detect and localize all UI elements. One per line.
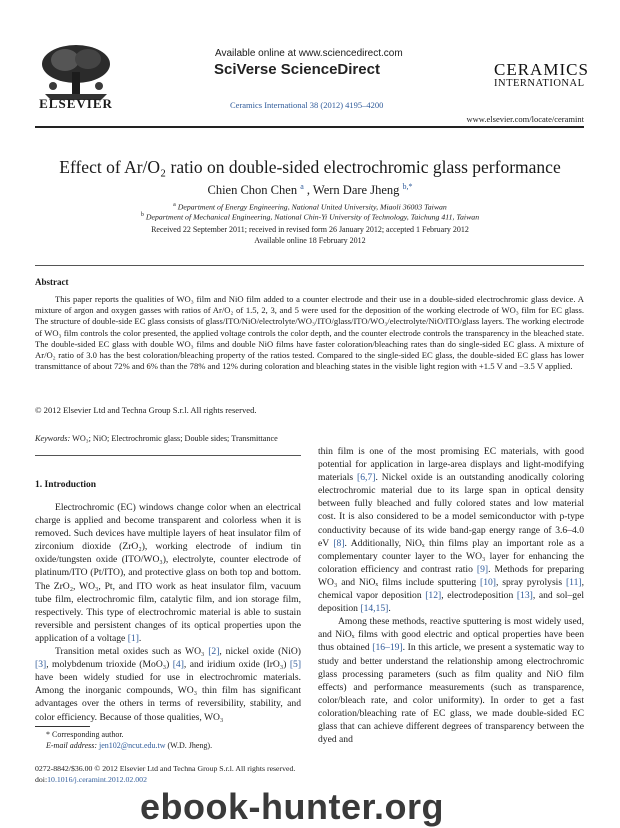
elsevier-tree-logo bbox=[35, 42, 117, 104]
reference-link[interactable]: [12] bbox=[425, 590, 442, 602]
reference-link[interactable]: [11] bbox=[565, 576, 582, 588]
paragraph-text: . Methods for preparing WO₃ and NiOₓ films include sputtering bbox=[318, 563, 584, 588]
reference-link[interactable]: [2] bbox=[208, 646, 220, 658]
author-separator: , bbox=[306, 183, 313, 198]
paragraph-text: Among these methods, reactive sputtering is most widely used, and NiOₓ films with good electric and optical properties have been thus obtained bbox=[318, 616, 584, 654]
reference-link[interactable]: [16–19] bbox=[372, 642, 403, 654]
paragraph-text: Electrochromic (EC) windows change color when an electrical charge is applied and become transparent and colorless when it is removed. Such devices have multiple layers of heat insulator film of zirconium dioxide (ZrO₂), working electrode of indium tin oxide/tungsten oxide (ITO/WO₃), electrolyte, counter electrode of platinum/ITO (Pt/ITO), and protective glass on both top and bottom. The ZrO₂, WO₃, Pt, and ITO work as heat insulator film, vacuum tube film, electrochromic film, catalytic film, and ion storage film, respectively. This type of electrochromic material is able to sustain reversible and persistent changes of its optical properties upon the application of a voltage bbox=[35, 502, 301, 644]
paragraph bbox=[35, 645, 301, 724]
publisher-name: ELSEVIER bbox=[39, 96, 113, 111]
journal-logo-line1: CERAMICS bbox=[494, 60, 589, 79]
abstract-top-divider bbox=[35, 265, 584, 266]
email-suffix: (W.D. Jheng). bbox=[165, 741, 213, 750]
footnote-mark: * bbox=[46, 730, 50, 739]
reference-link[interactable]: [9] bbox=[476, 563, 489, 575]
watermark-text: ebook-hunter.org bbox=[140, 786, 444, 827]
affiliation-mark-link[interactable]: b,* bbox=[402, 182, 413, 191]
reference-link[interactable]: [4] bbox=[172, 659, 184, 671]
doi-line bbox=[35, 775, 147, 784]
abstract-bottom-divider bbox=[35, 455, 301, 456]
paragraph-text: . bbox=[388, 603, 391, 615]
section-heading: 1. Introduction bbox=[35, 480, 97, 490]
email-label: E-mail address: bbox=[46, 741, 98, 750]
journal-logo-line2: INTERNATIONAL bbox=[494, 78, 585, 89]
author-list bbox=[0, 182, 620, 198]
platform-name: SciVerse ScienceDirect bbox=[214, 61, 380, 78]
paragraph-text: thin film is one of the most promising EC materials, with good potential for application in large-area displays and light-modifying materials bbox=[318, 446, 584, 484]
affiliation-text: Department of Energy Engineering, National United University, Miaoli 36003 Taiwan bbox=[177, 202, 447, 212]
paragraph-text: , electrodeposition bbox=[441, 590, 517, 602]
abstract-copyright: © 2012 Elsevier Ltd and Techna Group S.r.l. All rights reserved. bbox=[35, 405, 257, 415]
reference-link[interactable]: [3] bbox=[35, 659, 47, 671]
paragraph-text: . Additionally, NiOₓ thin films play an important role as a complementary counter layer to the WO₃ layer for enhancing the coloration efficiency and contrast ratio bbox=[318, 537, 584, 575]
paragraph bbox=[35, 501, 301, 645]
reference-link[interactable]: [6,7] bbox=[357, 472, 376, 484]
journal-url-link[interactable]: www.elsevier.com/locate/ceramint bbox=[466, 114, 584, 124]
author-name: Chien Chon Chen bbox=[207, 183, 298, 198]
body-column-left bbox=[35, 501, 301, 724]
paragraph-text: , molybdenum trioxide (MoO₃) bbox=[46, 659, 173, 671]
affiliation-mark-link[interactable]: a bbox=[300, 182, 304, 191]
reference-link[interactable]: [5] bbox=[289, 659, 302, 671]
reference-link[interactable]: [8] bbox=[333, 537, 345, 549]
doi-label: doi: bbox=[35, 775, 48, 784]
abstract-body: This paper reports the qualities of WO₃ film and NiO film added to a counter electrode and their use in a double-sided electrochromic glass device. A mixture of argon and oxygen gasses with ratios of Ar/O₂ of 1.5, 2, 3, and 5 were used for the deposition of the working electrode of WO₃ film for EC glass. The structure of double-side EC glass consists of glass/ITO/NiO/electrolyte/WO₃/ITO/glass/ITO/WO₃/electrolyte/NiO/ITO/glass layers. The working electrode of WO₃ film controls the color presented, the applied voltage controls the color depth, and the counter electrode controls the transparency in the bleached state. The double-sided EC glass with double WO₃ films and double NiO films have faster coloration/bleaching rates than do single-sided EC glass. A mixture of Ar/O₂ ratio of 3.0 has the best coloration/bleaching property of the ratios tested. Compared to the single-sided EC glass, the double-sided EC glass has lower transmittance of about 72% and 6% than the 78% and 12% during coloration and bleaching states in the visible light region with +1.5 V and −3.5 V applied. bbox=[35, 294, 584, 372]
paragraph-text: , and iridium oxide (IrO₃) bbox=[183, 659, 290, 671]
footnote-divider bbox=[35, 726, 90, 727]
journal-citation-link[interactable]: Ceramics International 38 (2012) 4195–4200 bbox=[230, 100, 384, 110]
affiliation-mark: a bbox=[173, 202, 176, 208]
paragraph-text: . In this article, we present a systematic way to study and better understand the relationship among electrochromic glass processing parameters (such as film quality and NiO film effects) and performance measurements (such as transparence, color/bleach rate, and color uniformity). In order to get a fast coloration/bleaching rate of EC glass, we made double-sided EC glass that can achieve different degrees of transparency between the dyed and bbox=[318, 642, 584, 746]
author-name: Wern Dare Jheng bbox=[312, 183, 400, 198]
available-online-link[interactable]: Available online at www.sciencedirect.com bbox=[215, 48, 403, 59]
corresponding-author-note bbox=[46, 730, 124, 739]
journal-header bbox=[0, 0, 620, 128]
reference-link[interactable]: [14,15] bbox=[360, 603, 389, 615]
affiliation-line bbox=[0, 212, 620, 222]
article-title: Effect of Ar/O₂ ratio on double-sided electrochromic glass performance bbox=[59, 157, 561, 177]
affiliation-text: Department of Mechanical Engineering, National Chin-Yi University of Technology, Taichung 411, Taiwan bbox=[145, 212, 480, 222]
header-divider bbox=[35, 126, 584, 128]
keywords-label: Keywords: bbox=[35, 434, 71, 443]
affiliation-mark: b bbox=[140, 212, 144, 218]
journal-logo bbox=[494, 60, 589, 90]
paragraph-text: , spray pyrolysis bbox=[495, 576, 566, 588]
footnote-text: Corresponding author. bbox=[50, 730, 124, 739]
doi-link[interactable]: 10.1016/j.ceramint.2012.02.002 bbox=[47, 775, 147, 784]
paragraph bbox=[318, 615, 584, 746]
keywords-line bbox=[35, 434, 278, 443]
email-link[interactable]: jen102@ncut.edu.tw bbox=[99, 741, 166, 750]
reference-link[interactable]: [1] bbox=[127, 632, 139, 644]
reference-link[interactable]: [13] bbox=[516, 590, 533, 602]
keywords-text: WO₃; NiO; Electrochromic glass; Double sides; Transmittance bbox=[70, 434, 278, 443]
reference-link[interactable]: [10] bbox=[480, 576, 496, 588]
body-column-right bbox=[318, 445, 584, 746]
received-dates: Received 22 September 2011; received in revised form 26 January 2012; accepted 1 February 2012 bbox=[151, 225, 469, 234]
email-note bbox=[46, 741, 212, 750]
paragraph-text: have been widely studied for use in electrochromic materials. Among the inorganic compounds, WO₃ thin film has significant advantages over the others in terms of reversibility, stability, and color efficiency. Because of those qualities, WO₃ bbox=[35, 672, 301, 723]
abstract-heading: Abstract bbox=[35, 277, 69, 287]
paragraph bbox=[318, 445, 584, 615]
paragraph-text: , and sol–gel deposition bbox=[318, 590, 584, 615]
paragraph-text: . Nickel oxide is an outstanding anodically coloring electrochromic material due to its large span in optical density between fully bleached and fully colored states and low material cost. It is also considered to be a model semiconductor with p-type conductivity because of its wide band-gap energy range of 3.6–4.0 eV bbox=[318, 472, 585, 549]
paragraph-text: , nickel oxide (NiO) bbox=[219, 646, 302, 658]
issn-line: 0272-8842/$36.00 © 2012 Elsevier Ltd and Techna Group S.r.l. All rights reserved. bbox=[35, 764, 296, 773]
paragraph-text: Transition metal oxides such as WO₃ bbox=[55, 646, 209, 658]
affiliation-line bbox=[0, 202, 620, 212]
paragraph-text: , chemical vapor deposition bbox=[318, 576, 584, 602]
available-date: Available online 18 February 2012 bbox=[254, 236, 366, 245]
paragraph-text: . bbox=[138, 632, 142, 644]
